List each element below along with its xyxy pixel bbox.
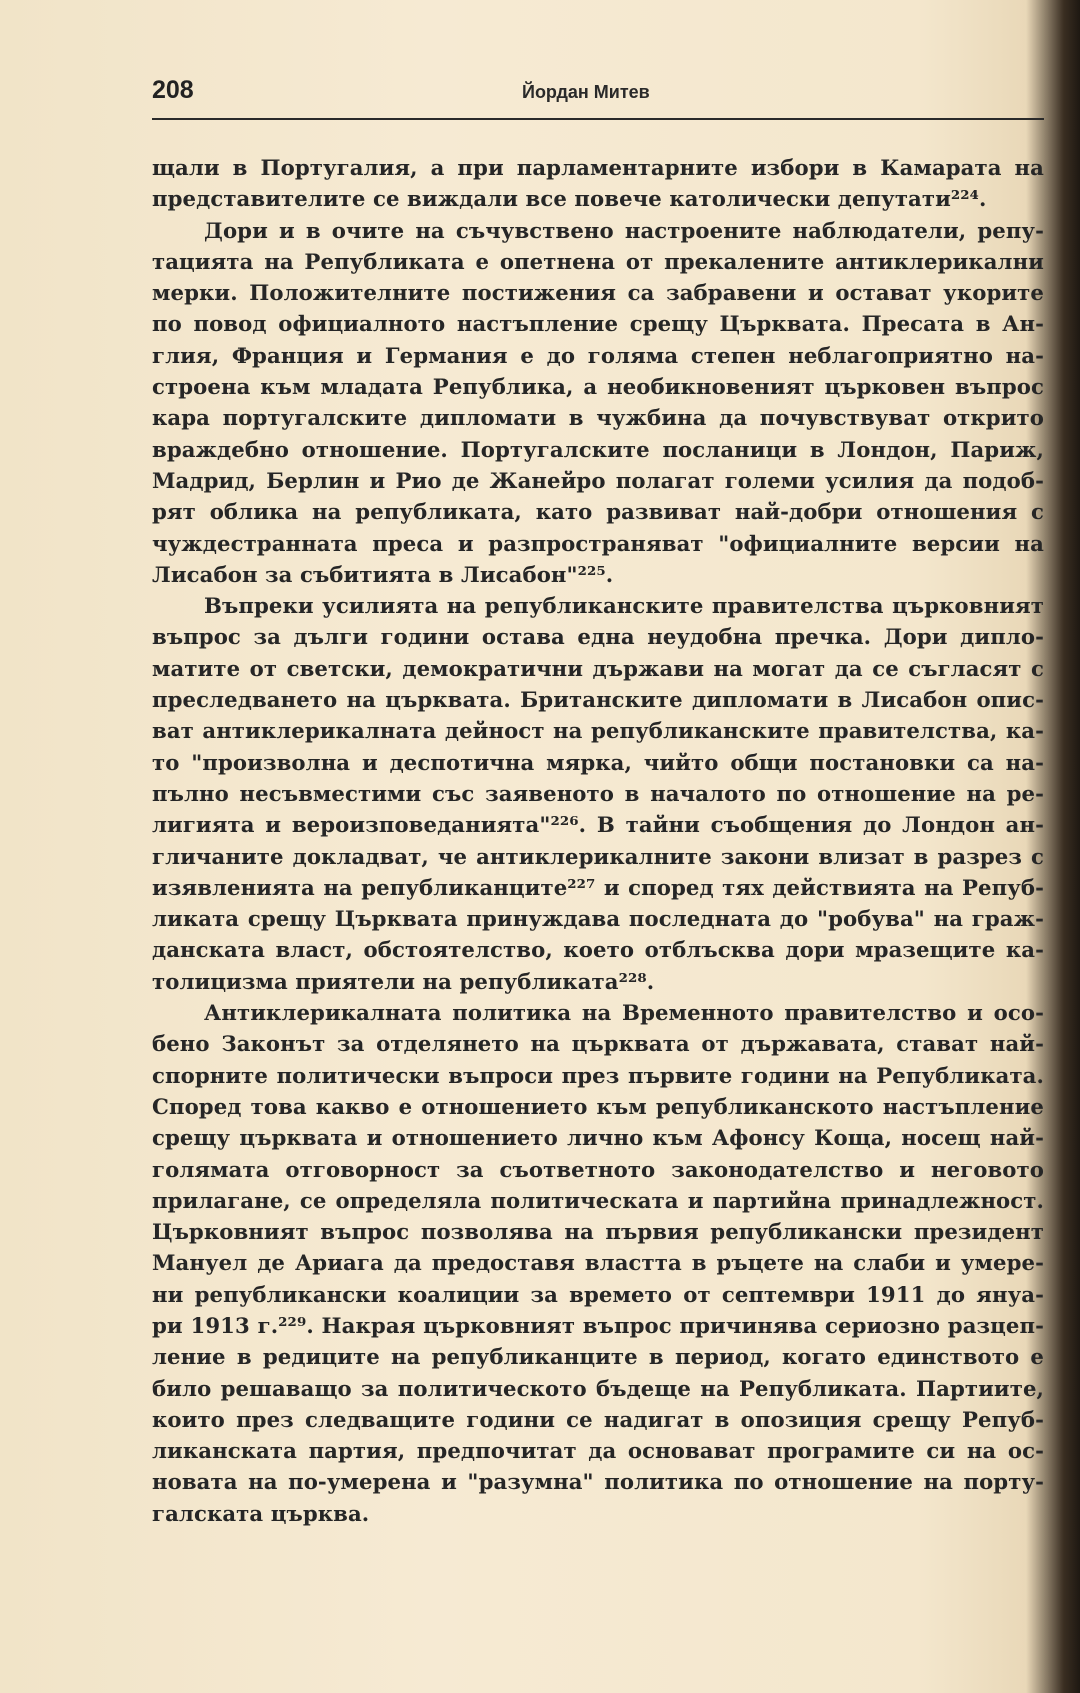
text-line: преследването на църквата. Британските дипломати в Лисабон опис- <box>152 687 1044 713</box>
text-line: кара португалските дипломати в чужбина да почувствуват открито <box>152 405 1044 431</box>
text-line: прилагане, се определяла политическата и партийна принадлежност. <box>152 1187 1044 1213</box>
text-line: Църковният въпрос позволява на първия републикански президент <box>152 1219 1044 1245</box>
text-line: пълно несъвместими със заявеното в началото по отношение на ре- <box>152 780 1044 806</box>
page-header <box>152 76 1044 120</box>
text-line: представителите се виждали все повече католически депутати²²⁴. <box>152 186 987 212</box>
paragraph <box>152 152 1044 215</box>
text-line: ликата срещу Църквата принуждава последната до "робува" на граж- <box>152 906 1044 932</box>
text-line: Мануел де Ариага да предоставя властта в ръцете на слаби и умере- <box>152 1250 1044 1276</box>
text-line: мерки. Положителните постижения са забравени и остават укорите <box>152 280 1044 306</box>
text-line: данската власт, обстоятелство, което отблъсква дори мразещите ка- <box>152 937 1044 963</box>
text-line: бено Законът за отделянето на църквата от държавата, стават най- <box>152 1031 1044 1057</box>
text-line: враждебно отношение. Португалските посланици в Лондон, Париж, <box>152 436 1044 462</box>
text-line: строена към младата Република, а необикновеният църковен въпрос <box>152 374 1044 400</box>
paragraph <box>152 997 1044 1529</box>
text-line: срещу църквата и отношението лично към Афонсу Коща, носещ най- <box>152 1125 1044 1151</box>
text-line: Антиклерикалната политика на Временното правителство и осо- <box>204 1000 1044 1026</box>
text-line: лигията и вероизповеданията"²²⁶. В тайни съобщения до Лондон ан- <box>152 812 1044 838</box>
text-line: било решаващо за политическото бъдеще на Републиката. Партиите, <box>152 1375 1044 1401</box>
text-line: спорните политически въпроси през първите години на Републиката. <box>152 1062 1044 1088</box>
text-line: чуждестранната преса и разпространяват "официалните версии на <box>152 530 1044 556</box>
text-line: ликанската партия, предпочитат да основават програмите си на ос- <box>152 1438 1044 1464</box>
text-line: тацията на Републиката е опетнена от прекалените антиклерикални <box>152 248 1044 274</box>
text-line: въпрос за дълги години остава една неудобна пречка. Дори дипло- <box>152 624 1044 650</box>
text-line: Според това какво е отношението към републиканското настъпление <box>152 1093 1044 1119</box>
text-line: голямата отговорност за съответното законодателство и неговото <box>152 1156 1044 1182</box>
text-line: гличаните докладват, че антиклерикалните закони влизат в разрез с <box>152 843 1044 869</box>
text-line: изявленията на републиканците²²⁷ и според тях действията на Репуб- <box>152 874 1044 900</box>
text-line: по повод официалното настъпление срещу Църквата. Пресата в Ан- <box>152 311 1044 337</box>
text-line: ри 1913 г.²²⁹. Накрая църковният въпрос причинява сериозно разцеп- <box>152 1312 1044 1338</box>
text-line: ление в редиците на републиканците в период, когато единството е <box>152 1344 1044 1370</box>
text-line: толицизма приятели на републиката²²⁸. <box>152 968 655 994</box>
body-text <box>152 152 1044 1529</box>
paragraph <box>152 590 1044 997</box>
text-line: то "произволна и деспотична мярка, чийто общи постановки са на- <box>152 749 1044 775</box>
page-number: 208 <box>152 76 194 104</box>
running-head: Йордан Митев <box>522 82 650 102</box>
text-line: които през следващите години се надигат в опозиция срещу Репуб- <box>152 1406 1044 1432</box>
paragraph <box>152 215 1044 591</box>
text-line: Въпреки усилията на републиканските правителства църковният <box>204 593 1044 619</box>
header-rule <box>152 118 1044 120</box>
text-line: Дори и в очите на съчувствено настроените наблюдатели, репу- <box>204 217 1044 243</box>
text-line: глия, Франция и Германия е до голяма степен неблагоприятно на- <box>152 342 1044 368</box>
text-line: Лисабон за събитията в Лисабон"²²⁵. <box>152 561 614 587</box>
text-line: матите от светски, демократични държави на могат да се съгласят с <box>152 655 1044 681</box>
text-line: щали в Португалия, а при парламентарните избори в Камарата на <box>152 155 1044 180</box>
text-line: ват антиклерикалната дейност на републиканските правителства, ка- <box>152 718 1044 744</box>
text-line: Мадрид, Берлин и Рио де Жанейро полагат големи усилия да подоб- <box>152 467 1044 493</box>
text-line: ни републикански коалиции за времето от септември 1911 до януа- <box>152 1281 1044 1307</box>
text-line: рят облика на републиката, като развиват най-добри отношения с <box>152 499 1044 525</box>
text-line: новата на по-умерена и "разумна" политика по отношение на порту- <box>152 1469 1044 1495</box>
text-line: галската църква. <box>152 1500 370 1526</box>
